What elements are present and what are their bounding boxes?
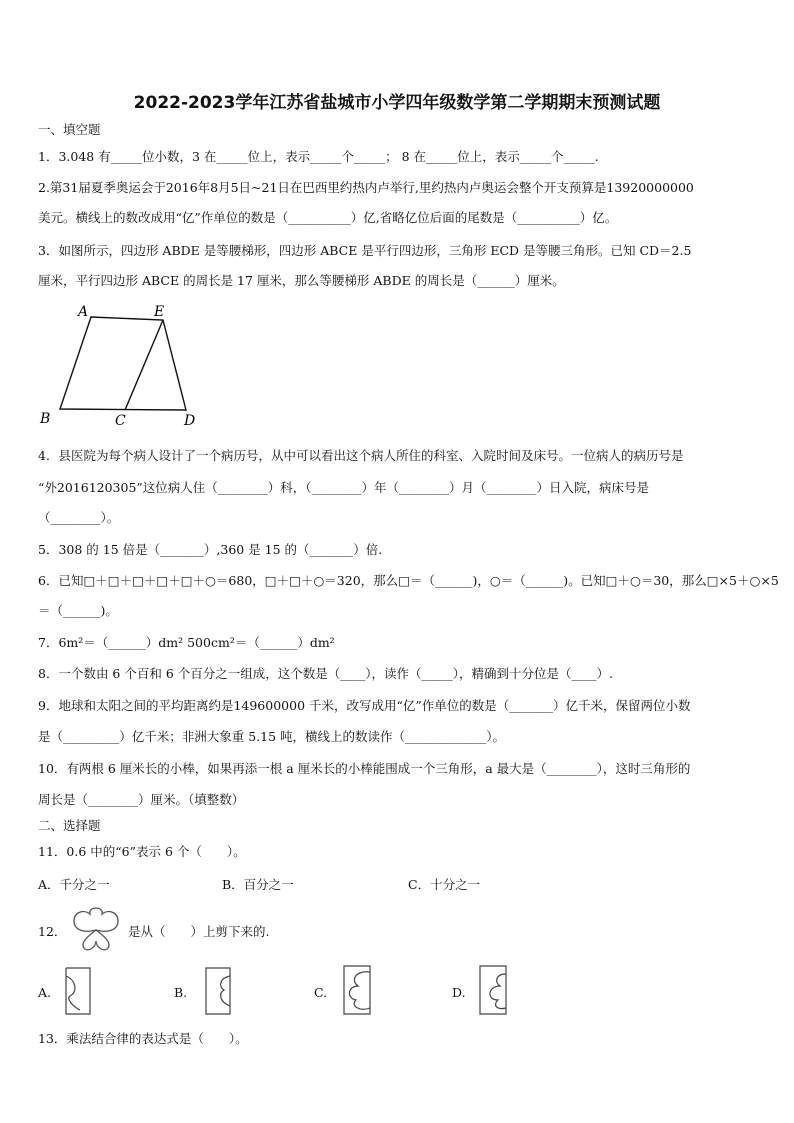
question-1: 1．3.048 有_____位小数，3 在_____位上，表示_____个_____； 8 在_____位上，表示_____个_____. — [38, 149, 599, 164]
cloud-shape-icon — [68, 903, 124, 955]
q12-option-a-label[interactable]: A. — [38, 985, 52, 1000]
option-d-cutout-icon[interactable] — [476, 964, 510, 1016]
label-b: B — [40, 411, 51, 427]
segment-ec — [125, 320, 163, 410]
question-4-line-3: （________）。 — [38, 510, 120, 525]
question-8: 8．一个数由 6 个百和 6 个百分之一组成，这个数是（____），读作（_____），精确到十分位是（____）. — [38, 666, 613, 681]
question-3-line-1: 3．如图所示，四边形 ABDE 是等腰梯形，四边形 ABCE 是平行四边形，三角形 ECD 是等腰三角形。已知 CD＝2.5 — [38, 243, 692, 258]
section-fill-blank-heading: 一、填空题 — [38, 122, 101, 137]
question-2-line-2: 美元。横线上的数改成用“亿”作单位的数是（__________）亿,省略亿位后面的尾数是（__________）亿。 — [38, 210, 618, 225]
option-a-cutout-icon[interactable] — [62, 966, 92, 1016]
question-10-line-1: 10．有两根 6 厘米长的小棒，如果再添一根 a 厘米长的小棒能围成一个三角形，a 最大是（________），这时三角形的 — [38, 761, 691, 776]
q12-option-b-label[interactable]: B. — [174, 985, 188, 1000]
question-11: 11．0.6 中的“6”表示 6 个（ ）。 — [38, 844, 246, 859]
question-12-text: 是从（ ）上剪下来的. — [128, 924, 270, 939]
page-title: 2022-2023学年江苏省盐城市小学四年级数学第二学期期末预测试题 — [133, 93, 661, 113]
trapezoid-abde — [60, 317, 186, 410]
option-c-cutout-icon[interactable] — [340, 964, 374, 1016]
q11-option-c[interactable]: C．十分之一 — [408, 877, 481, 892]
label-c: C — [115, 413, 126, 429]
question-10-line-2: 周长是（________）厘米。（填整数） — [38, 792, 245, 807]
question-3-line-2: 厘米，平行四边形 ABCE 的周长是 17 厘米，那么等腰梯形 ABDE 的周长是（______）厘米。 — [38, 273, 565, 288]
q12-option-c-label[interactable]: C. — [314, 985, 328, 1000]
q12-option-d-label[interactable]: D. — [452, 985, 466, 1000]
option-b-cutout-icon[interactable] — [202, 966, 232, 1016]
question-4-line-1: 4．县医院为每个病人设计了一个病历号，从中可以看出这个病人所住的科室、入院时间及床号。一位病人的病历号是 — [38, 448, 684, 463]
label-a: A — [78, 304, 89, 320]
question-12-number: 12． — [38, 924, 67, 939]
question-9-line-2: 是（_________）亿千米；非洲大象重 5.15 吨，横线上的数读作（_____________）。 — [38, 729, 506, 744]
label-d: D — [184, 413, 196, 429]
question-9-line-1: 9．地球和太阳之间的平均距离约是149600000 千米，改写成用“亿”作单位的数是（_______）亿千米，保留两位小数 — [38, 698, 691, 713]
question-5: 5．308 的 15 倍是（_______）,360 是 15 的（_______）倍. — [38, 542, 383, 557]
question-7: 7．6m²＝（______）dm² 500cm²＝（______）dm² — [38, 635, 335, 650]
q11-option-a[interactable]: A．千分之一 — [38, 877, 110, 892]
label-e: E — [154, 304, 165, 320]
question-2-line-1: 2.第31届夏季奥运会于2016年8月5日~21日在巴西里约热内卢举行,里约热内卢奥运会整个开支预算是13920000000 — [38, 180, 694, 195]
question-13: 13．乘法结合律的表达式是（ ）。 — [38, 1031, 248, 1046]
trapezoid-figure — [36, 300, 196, 429]
question-6-line-2: ＝（______)。 — [38, 603, 118, 618]
question-4-line-2: “外2016120305”这位病人住（________）科，（________）年（________）月（________）日入院，病床号是 — [38, 480, 650, 495]
question-6-line-1: 6．已知□＋□＋□＋□＋□＋○＝680，□＋□＋○＝320，那么□＝（______)，○＝（______)。已知□＋○＝30，那么□×5＋○×5 — [38, 573, 779, 588]
section-choice-heading: 二、选择题 — [38, 818, 101, 833]
q11-option-b[interactable]: B．百分之一 — [222, 877, 294, 892]
